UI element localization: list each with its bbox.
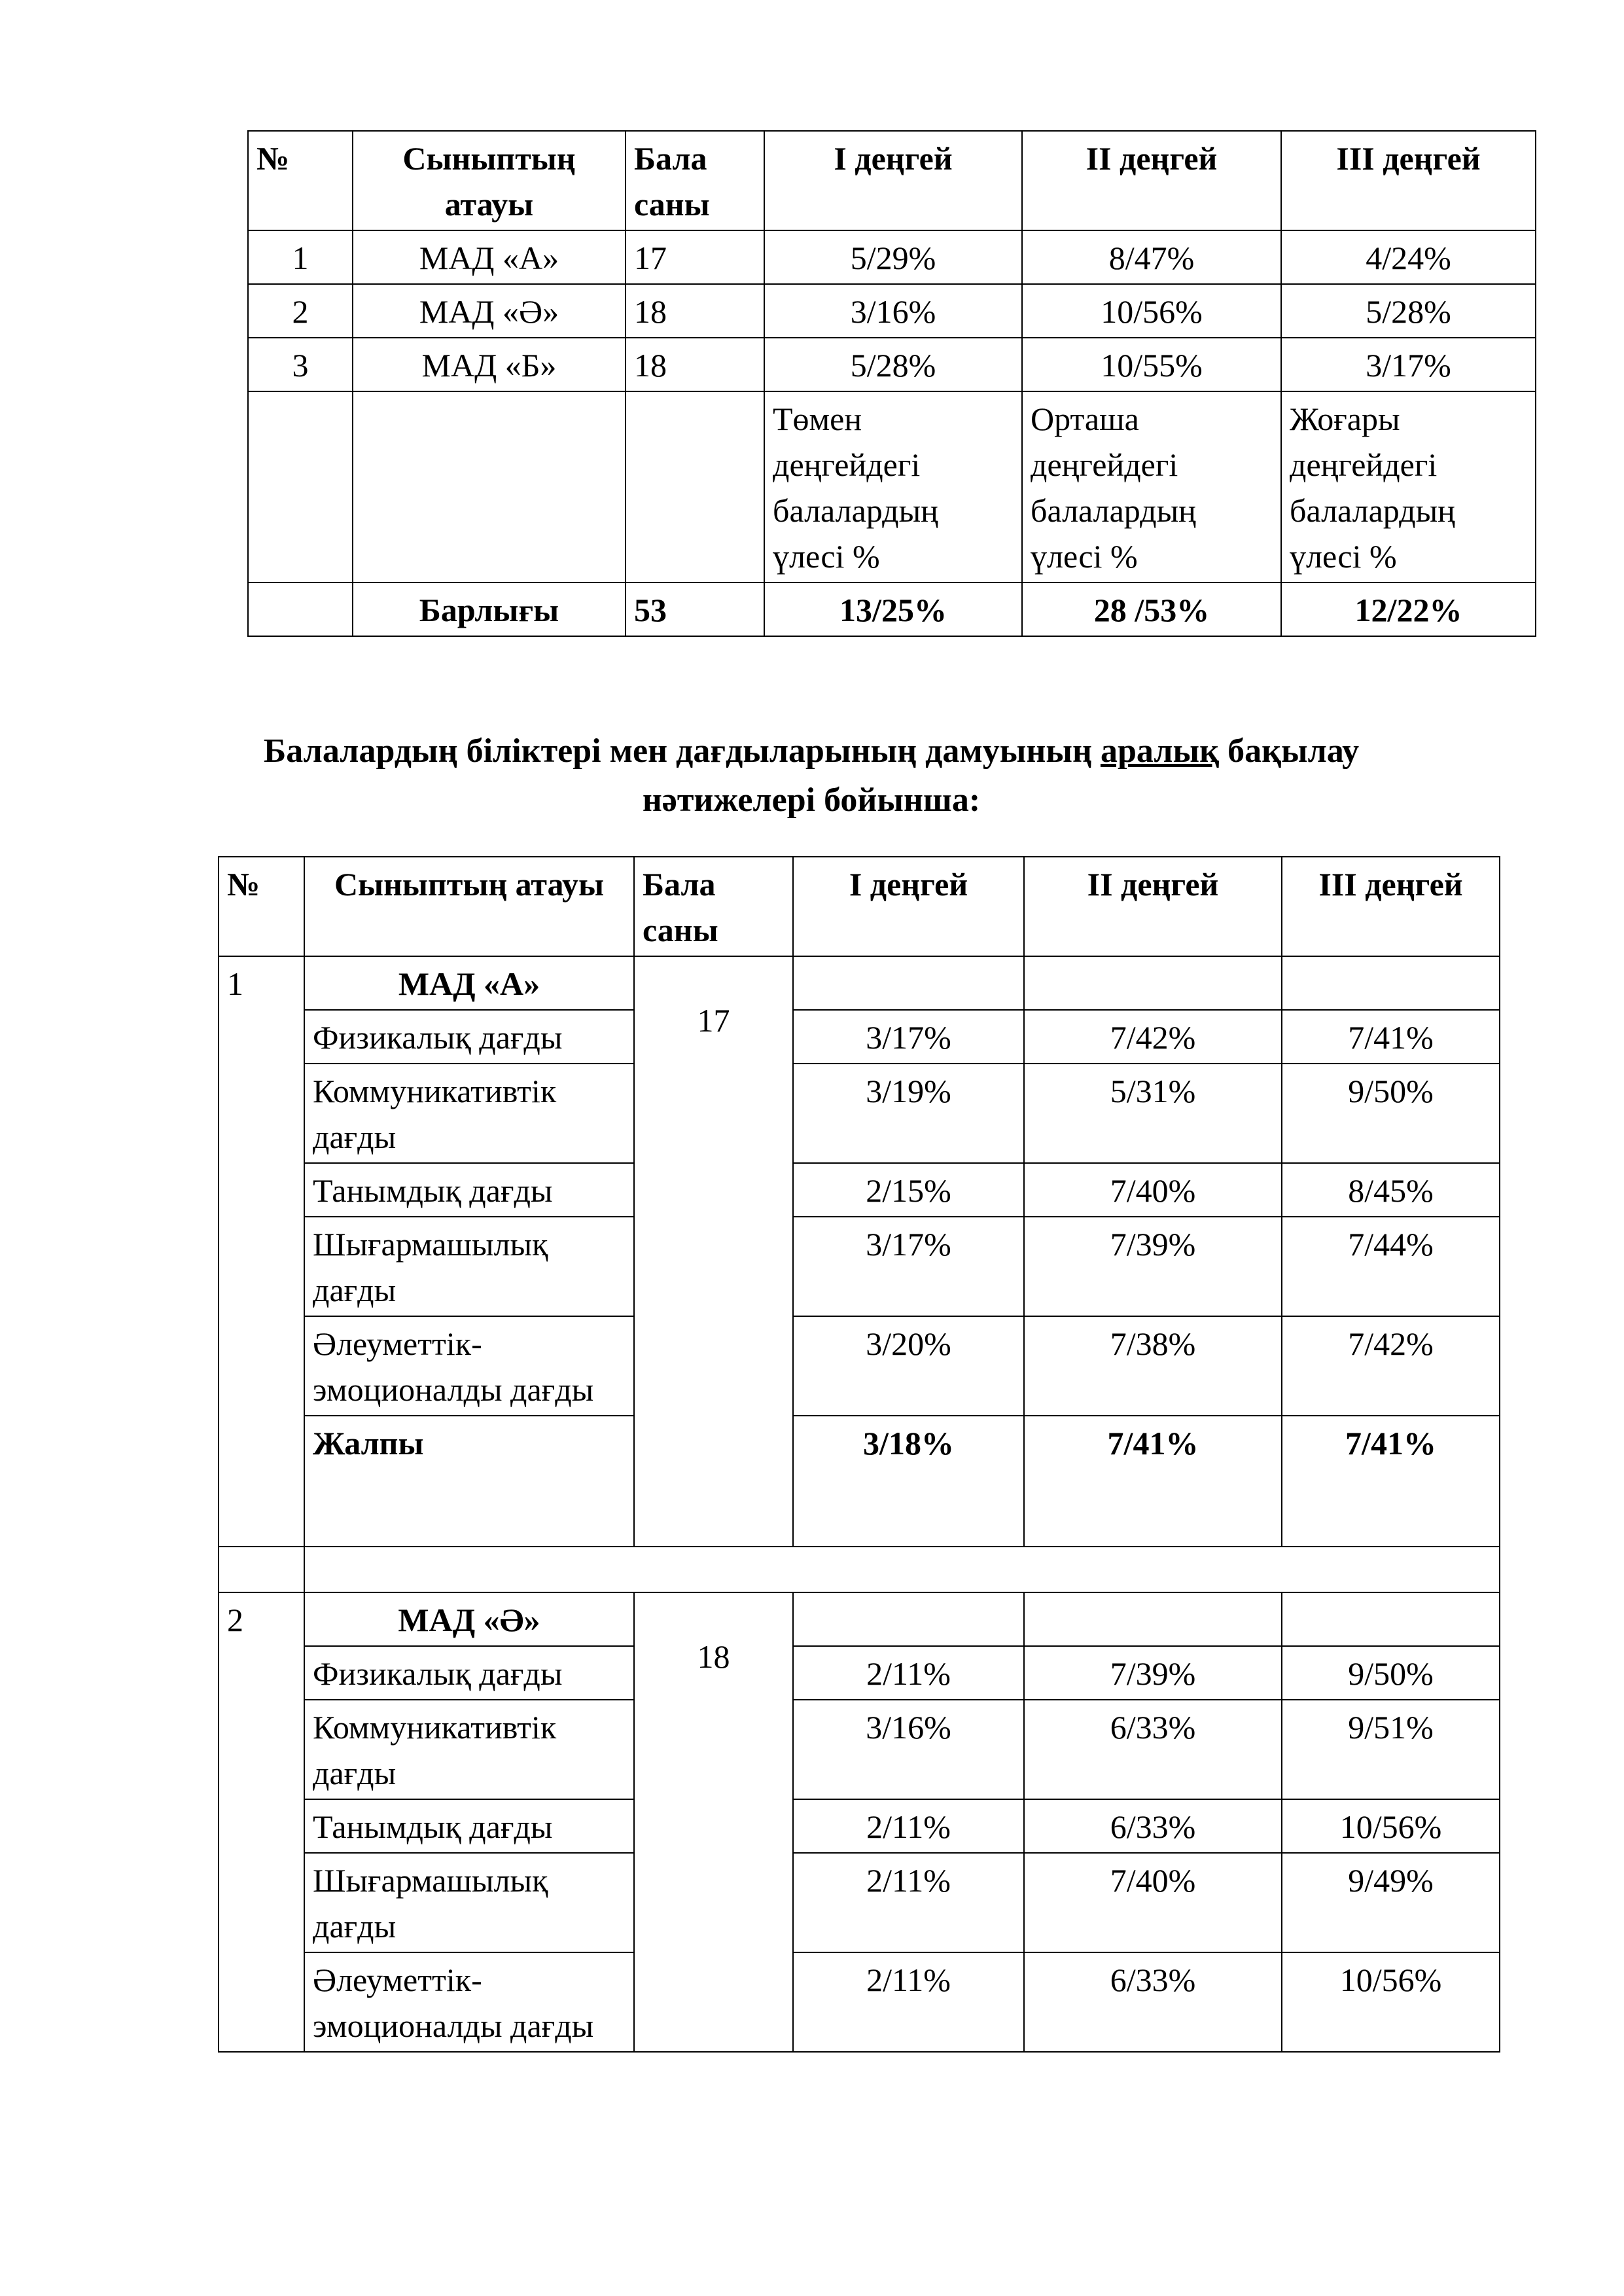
group-name: МАД «Ә» xyxy=(304,1592,634,1646)
skill-level1: 2/11% xyxy=(793,1853,1024,1952)
skill-name: Әлеуметтік-эмоционалды дағды xyxy=(304,1316,634,1416)
skill-level3: 10/56% xyxy=(1282,1799,1500,1853)
heading-underlined-word: аралық xyxy=(1100,732,1220,770)
total-row xyxy=(248,583,1536,636)
skill-level1: 2/11% xyxy=(793,1646,1024,1700)
summary-table xyxy=(247,130,1536,637)
section-heading xyxy=(196,726,1426,825)
skill-name: Коммуникативтік дағды xyxy=(304,1700,634,1799)
skill-level3: 9/50% xyxy=(1282,1646,1500,1700)
row-level2: 10/55% xyxy=(1022,338,1281,391)
table-row xyxy=(219,1064,1500,1163)
skill-name: Шығармашылық дағды xyxy=(304,1217,634,1316)
heading-text-start: Балалардың біліктері мен дағдыларының дамуының xyxy=(263,732,1101,770)
table-row xyxy=(248,284,1536,338)
col-header-no: № xyxy=(219,857,304,956)
row-class: МАД «А» xyxy=(353,230,626,284)
skill-level3: 9/50% xyxy=(1282,1064,1500,1163)
skill-level2: 7/39% xyxy=(1024,1217,1282,1316)
table-row xyxy=(248,338,1536,391)
row-count: 18 xyxy=(626,284,764,338)
skill-level1: 3/20% xyxy=(793,1316,1024,1416)
table-row xyxy=(219,1646,1500,1700)
col-header-level3: ІІІ деңгей xyxy=(1281,131,1536,230)
table-row xyxy=(219,1163,1500,1217)
col-header-level1: І деңгей xyxy=(793,857,1024,956)
skill-level3: 10/56% xyxy=(1282,1952,1500,2052)
table-row xyxy=(248,230,1536,284)
total-level1: 13/25% xyxy=(764,583,1022,636)
skill-level3: 9/49% xyxy=(1282,1853,1500,1952)
skill-name: Танымдық дағды xyxy=(304,1163,634,1217)
col-header-level2: ІІ деңгей xyxy=(1024,857,1282,956)
skill-level2: 7/39% xyxy=(1024,1646,1282,1700)
skill-name: Шығармашылық дағды xyxy=(304,1853,634,1952)
level1-description: Төмен деңгейдегі балалардың үлесі % xyxy=(764,391,1022,583)
skill-level2: 5/31% xyxy=(1024,1064,1282,1163)
col-header-count: Бала саны xyxy=(626,131,764,230)
col-header-level2: ІІ деңгей xyxy=(1022,131,1281,230)
col-header-level3: ІІІ деңгей xyxy=(1282,857,1500,956)
table-header-row xyxy=(219,857,1500,956)
heading-text-end: бақылау нәтижелері бойынша: xyxy=(642,732,1360,819)
skill-name: Танымдық дағды xyxy=(304,1799,634,1853)
group-total-label: Жалпы xyxy=(304,1416,634,1547)
skill-level2: 7/42% xyxy=(1024,1010,1282,1064)
skill-name: Физикалық дағды xyxy=(304,1010,634,1064)
group-no: 2 xyxy=(219,1592,304,2052)
row-level1: 3/16% xyxy=(764,284,1022,338)
row-count: 18 xyxy=(626,338,764,391)
total-count: 53 xyxy=(626,583,764,636)
skill-level2: 7/38% xyxy=(1024,1316,1282,1416)
row-class: МАД «Ә» xyxy=(353,284,626,338)
table-row xyxy=(219,1316,1500,1416)
skill-level3: 9/51% xyxy=(1282,1700,1500,1799)
group-total-row xyxy=(219,1416,1500,1547)
skill-level1: 2/11% xyxy=(793,1799,1024,1853)
table-row xyxy=(219,1853,1500,1952)
level2-description: Орташа деңгейдегі балалардың үлесі % xyxy=(1022,391,1281,583)
skill-level1: 2/15% xyxy=(793,1163,1024,1217)
level-description-row xyxy=(248,391,1536,583)
skill-level2: 6/33% xyxy=(1024,1952,1282,2052)
table-row xyxy=(219,1217,1500,1316)
skill-level2: 6/33% xyxy=(1024,1799,1282,1853)
row-class: МАД «Б» xyxy=(353,338,626,391)
skill-level3: 7/44% xyxy=(1282,1217,1500,1316)
row-level1: 5/29% xyxy=(764,230,1022,284)
table-row xyxy=(219,1799,1500,1853)
table-row xyxy=(219,1952,1500,2052)
table-row xyxy=(219,1010,1500,1064)
table-row xyxy=(219,1700,1500,1799)
skill-level1: 3/19% xyxy=(793,1064,1024,1163)
row-level3: 4/24% xyxy=(1281,230,1536,284)
skills-table xyxy=(218,856,1500,2053)
row-level3: 3/17% xyxy=(1281,338,1536,391)
row-no: 2 xyxy=(248,284,353,338)
row-level1: 5/28% xyxy=(764,338,1022,391)
group-total-level2: 7/41% xyxy=(1024,1416,1282,1547)
skill-name: Физикалық дағды xyxy=(304,1646,634,1700)
skill-level2: 6/33% xyxy=(1024,1700,1282,1799)
col-header-count: Бала саны xyxy=(634,857,793,956)
row-level2: 8/47% xyxy=(1022,230,1281,284)
total-level3: 12/22% xyxy=(1281,583,1536,636)
row-level2: 10/56% xyxy=(1022,284,1281,338)
group-name: МАД «А» xyxy=(304,956,634,1010)
skill-level1: 2/11% xyxy=(793,1952,1024,2052)
row-no: 1 xyxy=(248,230,353,284)
skill-level2: 7/40% xyxy=(1024,1163,1282,1217)
spacer-row xyxy=(219,1547,1500,1592)
table-header-row xyxy=(248,131,1536,230)
skill-name: Әлеуметтік-эмоционалды дағды xyxy=(304,1952,634,2052)
col-header-class: Сыныптың атауы xyxy=(304,857,634,956)
col-header-no: № xyxy=(248,131,353,230)
group-total-level1: 3/18% xyxy=(793,1416,1024,1547)
skill-level3: 7/42% xyxy=(1282,1316,1500,1416)
skill-level1: 3/17% xyxy=(793,1217,1024,1316)
row-no: 3 xyxy=(248,338,353,391)
row-level3: 5/28% xyxy=(1281,284,1536,338)
skill-level3: 8/45% xyxy=(1282,1163,1500,1217)
group-count: 18 xyxy=(634,1592,793,2052)
group-no: 1 xyxy=(219,956,304,1547)
row-count: 17 xyxy=(626,230,764,284)
skill-level3: 7/41% xyxy=(1282,1010,1500,1064)
group-count: 17 xyxy=(634,956,793,1547)
skill-level2: 7/40% xyxy=(1024,1853,1282,1952)
total-level2: 28 /53% xyxy=(1022,583,1281,636)
total-label: Барлығы xyxy=(353,583,626,636)
col-header-level1: І деңгей xyxy=(764,131,1022,230)
level3-description: Жоғары деңгейдегі балалардың үлесі % xyxy=(1281,391,1536,583)
col-header-class: Сыныптың атауы xyxy=(353,131,626,230)
skill-level1: 3/16% xyxy=(793,1700,1024,1799)
group-total-level3: 7/41% xyxy=(1282,1416,1500,1547)
group-header-row xyxy=(219,1592,1500,1646)
skill-name: Коммуникативтік дағды xyxy=(304,1064,634,1163)
skill-level1: 3/17% xyxy=(793,1010,1024,1064)
group-header-row xyxy=(219,956,1500,1010)
